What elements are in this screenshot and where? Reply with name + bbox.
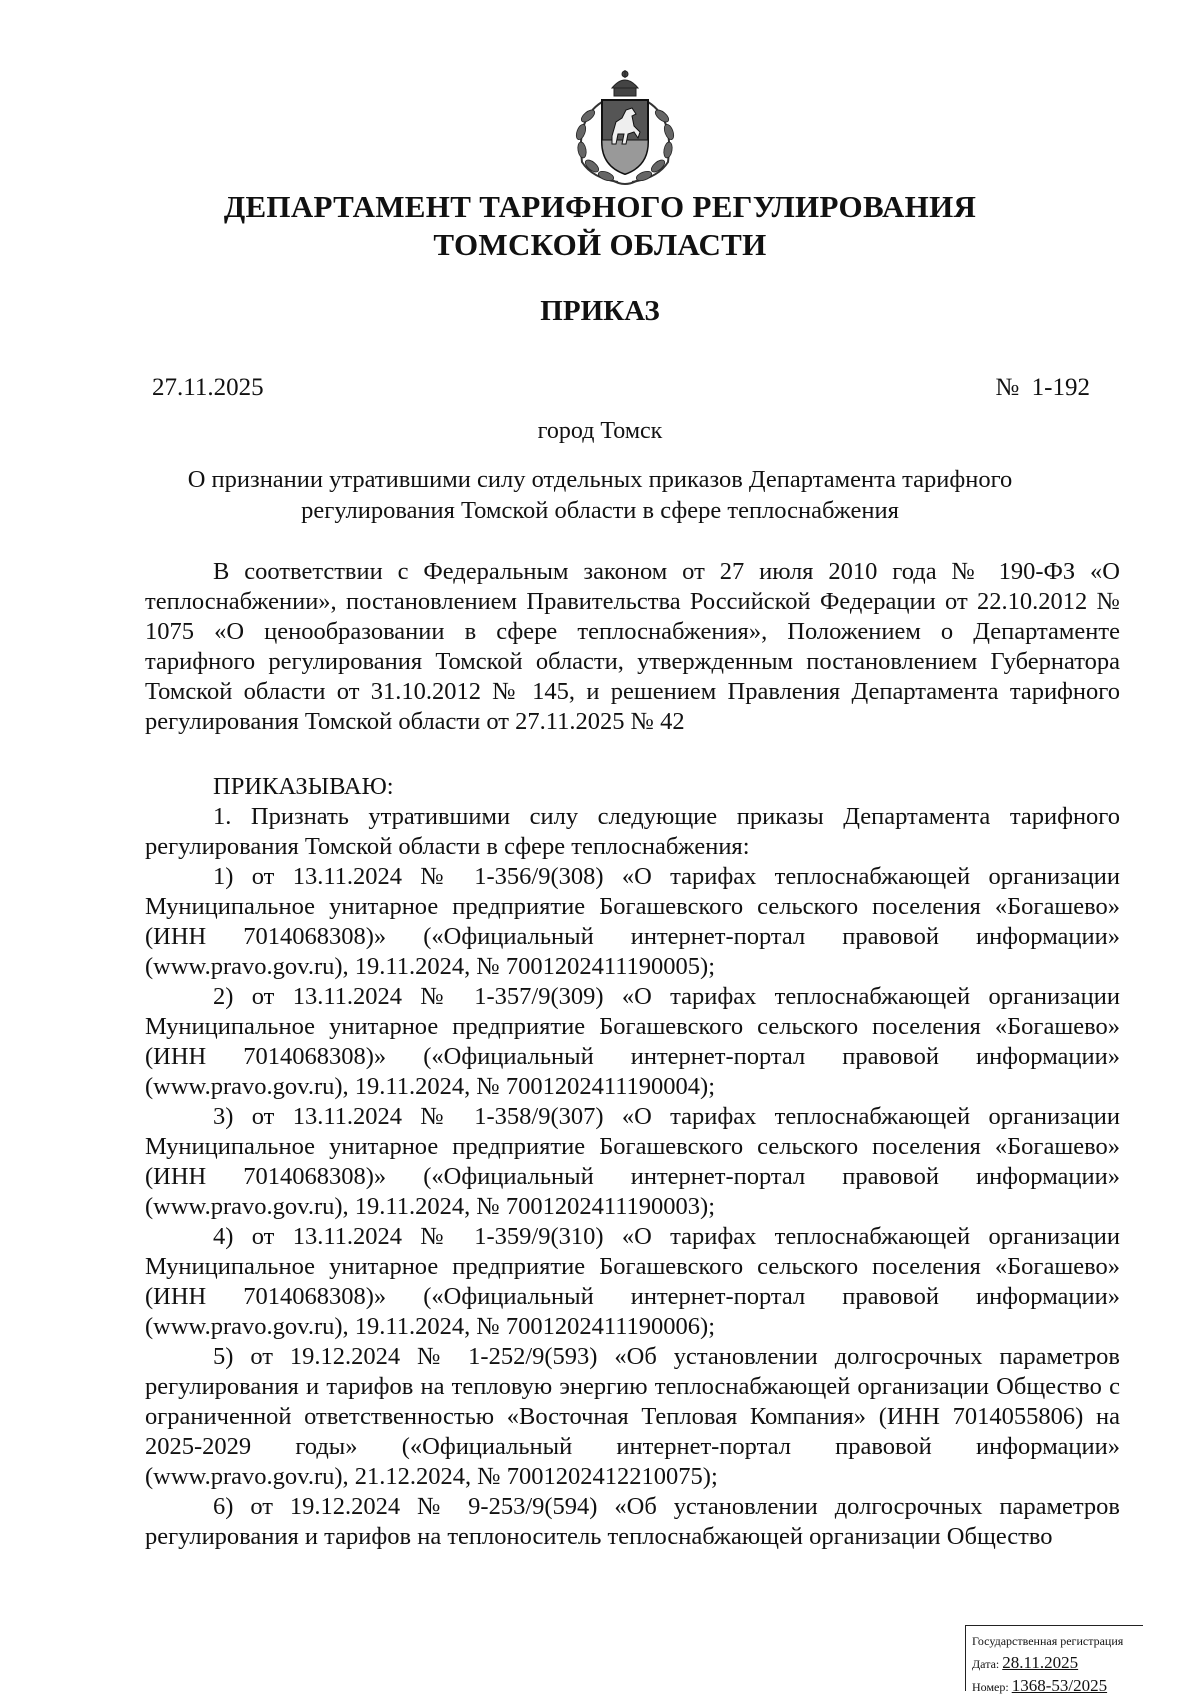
list-item: 3) от 13.11.2024 № 1-358/9(307) «О тарифах теплоснабжающей организации Муниципальное унитарное предприятие Богашевского сельского поселения «Богашево» (ИНН 7014068308)» («Официальный интернет-портал правовой информации» (www.pravo.gov.ru), 19.11.2024, № 7001202411190003); bbox=[145, 1103, 1120, 1220]
list-item: 5) от 19.12.2024 № 1-252/9(593) «Об установлении долгосрочных параметров регулирования и тарифов на тепловую энергию теплоснабжающей организации Общество с ограниченной ответственностью «Восточная Тепловая Компания» (ИНН 7014055806) на 2025-2029 годы» («Официальный интернет-портал правовой информации» (www.pravo.gov.ru), 21.12.2024, № 7001202412210075); bbox=[145, 1343, 1120, 1490]
document-city: город Томск bbox=[537, 418, 663, 444]
registration-stamp-title: Государственная регистрация bbox=[972, 1634, 1124, 1648]
department-title-line2: ТОМСКОЙ ОБЛАСТИ bbox=[433, 227, 767, 262]
registration-number-row bbox=[972, 1675, 1143, 1698]
registration-stamp bbox=[965, 1625, 1143, 1695]
department-title-line1: ДЕПАРТАМЕНТ ТАРИФНОГО РЕГУЛИРОВАНИЯ bbox=[223, 189, 977, 224]
list-item: 6) от 19.12.2024 № 9-253/9(594) «Об установлении долгосрочных параметров регулирования и тарифов на теплоноситель теплоснабжающей организации Общество bbox=[145, 1493, 1120, 1550]
registration-number-value: 1368-53/2025 bbox=[1011, 1676, 1108, 1695]
order-word: ПРИКАЗЫВАЮ: bbox=[213, 773, 394, 800]
preamble-paragraph: В соответствии с Федеральным законом от 27 июля 2010 года № 190-ФЗ «О теплоснабжении», постановлением Правительства Российской Федерации от 22.10.2012 № 1075 «О ценообразовании в сфере теплоснабжения», Положением о Департаменте тарифного регулирования Томской области, утвержденным постановлением Губернатора Томской области от 31.10.2012 № 145, и решением Правления Департамента тарифного регулирования Томской области от 27.11.2025 № 42 bbox=[145, 558, 1120, 735]
registration-date-label: Дата: bbox=[972, 1657, 1000, 1671]
registration-number-label: Номер: bbox=[972, 1680, 1009, 1694]
document-body bbox=[145, 557, 1120, 1552]
document-number: № 1-192 bbox=[995, 374, 1090, 401]
list-item: 2) от 13.11.2024 № 1-357/9(309) «О тарифах теплоснабжающей организации Муниципальное унитарное предприятие Богашевского сельского поселения «Богашево» (ИНН 7014068308)» («Официальный интернет-портал правовой информации» (www.pravo.gov.ru), 19.11.2024, № 7001202411190004); bbox=[145, 983, 1120, 1100]
list-item: 1) от 13.11.2024 № 1-356/9(308) «О тарифах теплоснабжающей организации Муниципальное унитарное предприятие Богашевского сельского поселения «Богашево» (ИНН 7014068308)» («Официальный интернет-портал правовой информации» (www.pravo.gov.ru), 19.11.2024, № 7001202411190005); bbox=[145, 863, 1120, 980]
registration-date-value: 28.11.2025 bbox=[1002, 1653, 1079, 1672]
list-item: 4) от 13.11.2024 № 1-359/9(310) «О тарифах теплоснабжающей организации Муниципальное унитарное предприятие Богашевского сельского поселения «Богашево» (ИНН 7014068308)» («Официальный интернет-портал правовой информации» (www.pravo.gov.ru), 19.11.2024, № 7001202411190006); bbox=[145, 1223, 1120, 1340]
department-title bbox=[150, 188, 1050, 264]
document-date: 27.11.2025 bbox=[152, 374, 264, 401]
document-type: ПРИКАЗ bbox=[540, 295, 660, 327]
document-subject: О признании утратившими силу отдельных приказов Департамента тарифного регулирования Томской области в сфере теплоснабжения bbox=[187, 466, 1013, 524]
clause-paragraph: 1. Признать утратившими силу следующие приказы Департамента тарифного регулирования Томской области в сфере теплоснабжения: bbox=[145, 803, 1120, 860]
tomsk-coat-of-arms-emblem bbox=[562, 70, 688, 190]
registration-date-row bbox=[972, 1652, 1143, 1675]
